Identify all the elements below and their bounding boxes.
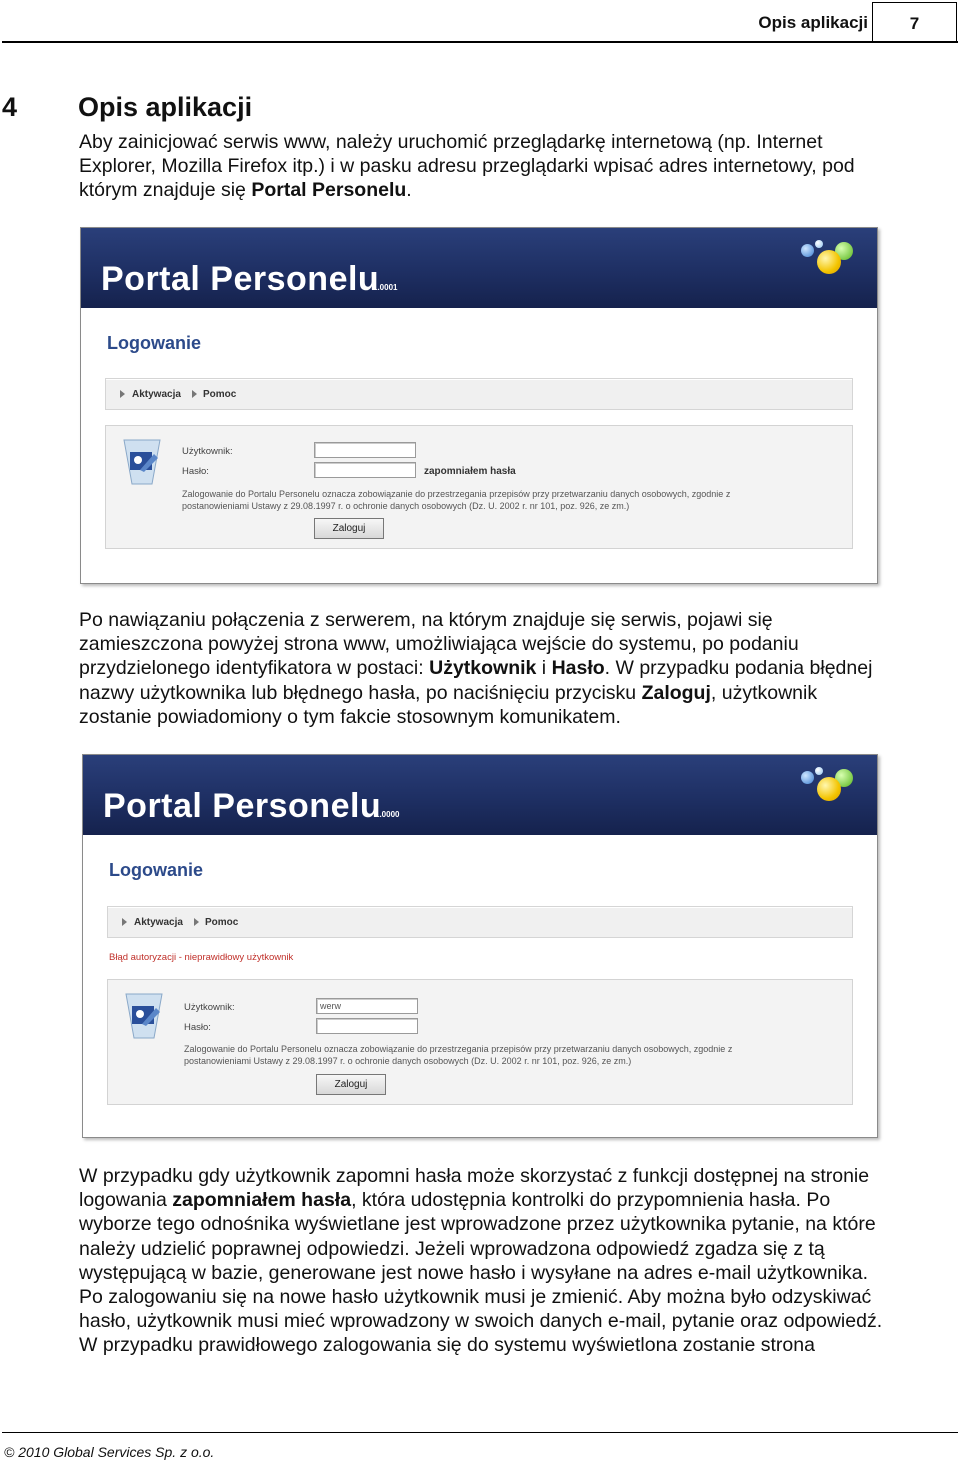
footer-rule	[2, 1432, 958, 1433]
chapter-title: Opis aplikacji	[78, 92, 253, 122]
chevron-right-icon	[192, 390, 197, 398]
portal-title: Portal Personelu	[101, 260, 380, 298]
page-header	[0, 0, 960, 44]
login-heading: Logowanie	[107, 333, 201, 353]
crumb-help-link[interactable]: Pomoc	[205, 917, 239, 928]
crumb-help-link[interactable]: Pomoc	[203, 389, 237, 400]
login-screenshot-2	[82, 754, 878, 1138]
login-screenshot-1	[80, 227, 878, 584]
chapter-number: 4	[2, 92, 18, 122]
portal-banner	[83, 755, 877, 835]
login-button[interactable]: Zaloguj	[314, 518, 384, 539]
chevron-right-icon	[194, 918, 199, 926]
page-number: 7	[872, 2, 957, 42]
version-label: 1.0000	[375, 810, 400, 819]
portal-banner	[81, 228, 877, 308]
login-heading: Logowanie	[109, 860, 203, 880]
header-rule	[2, 41, 958, 43]
intro-paragraph: Aby zainicjować serwis www, należy uruchomić przeglądarkę internetową (np. Internet Explorer, Mozilla Firefox itp.) i w pasku adresu przeglądarki wpisać adres internetowy, pod którym znajduje się Portal Personelu.	[79, 131, 855, 202]
version-label: 1.0001	[373, 283, 398, 292]
password-label: Hasło:	[184, 1022, 211, 1033]
user-card-icon	[120, 436, 164, 488]
login-button[interactable]: Zaloguj	[316, 1074, 386, 1095]
running-title: Opis aplikacji	[758, 13, 868, 32]
password-input[interactable]	[316, 1018, 418, 1034]
username-input[interactable]: werw	[316, 998, 418, 1014]
crumb-activation-link[interactable]: Aktywacja	[134, 917, 183, 928]
breadcrumb	[107, 906, 853, 938]
username-label: Użytkownik:	[184, 1002, 235, 1013]
crumb-activation-link[interactable]: Aktywacja	[132, 389, 181, 400]
breadcrumb	[105, 378, 853, 410]
logo-balls-icon	[799, 238, 859, 278]
user-card-icon	[122, 990, 166, 1042]
forgot-password-paragraph: W przypadku gdy użytkownik zapomni hasła może skorzystać z funkcji dostępnej na stronie logowania zapomniałem hasła, która udostępnia kontrolki do przypomnienia hasła. Po wyborze tego odnośnika wyświetlane jest wprowadzone przez użytkownika pytanie, na które należy udzielić poprawnej odpowiedzi. Jeżeli wprowadzona odpowiedź zgadza się z tą występującą w bazie, generowane jest nowe hasło i wysyłane na adres e-mail użytkownika. Po zalogowaniu się na nowe hasło użytkownik musi je zmienić. Aby można było odzyskiwać hasło, użytkownik musi mieć wprowadzony w swoich danych e-mail, pytanie oraz odpowiedź. W przypadku prawidłowego zalogowania się do systemu wyświetlona zostanie strona	[79, 1165, 883, 1357]
username-input[interactable]	[314, 442, 416, 458]
password-input[interactable]	[314, 462, 416, 478]
username-label: Użytkownik:	[182, 446, 233, 457]
chevron-right-icon	[122, 918, 127, 926]
error-message: Błąd autoryzacji - nieprawidłowy użytkownik	[109, 952, 294, 963]
login-panel	[105, 425, 853, 549]
forgot-password-link[interactable]: zapomniałem hasła	[424, 466, 516, 477]
password-label: Hasło:	[182, 466, 209, 477]
connection-paragraph: Po nawiązaniu połączenia z serwerem, na którym znajduje się serwis, pojawi się zamieszczona powyżej strona www, umożliwiająca wejście do systemu, po podaniu przydzielonego identyfikatora w postaci: Użytkownik i Hasło. W przypadku podania błędnej nazwy użytkownika lub błędnego hasła, po naciśnięciu przycisku Zaloguj, użytkownik zostanie powiadomiony o tym fakcie stosownym komunikatem.	[79, 609, 873, 728]
login-panel	[107, 979, 853, 1105]
chevron-right-icon	[120, 390, 125, 398]
legal-notice: Zalogowanie do Portalu Personelu oznacza zobowiązanie do przestrzegania przepisów przy przetwarzaniu danych osobowych, zgodnie z postanowieniami Ustawy z 29.08.1997 r. o ochronie danych osobowych (Dz. U. 2002 r. nr 101, poz. 926, ze zm.)	[184, 1044, 733, 1066]
portal-title: Portal Personelu	[103, 787, 382, 825]
legal-notice: Zalogowanie do Portalu Personelu oznacza zobowiązanie do przestrzegania przepisów przy przetwarzaniu danych osobowych, zgodnie z postanowieniami Ustawy z 29.08.1997 r. o ochronie danych osobowych (Dz. U. 2002 r. nr 101, poz. 926, ze zm.)	[182, 489, 731, 511]
logo-balls-icon	[799, 765, 859, 805]
copyright: © 2010 Global Services Sp. z o.o.	[4, 1444, 215, 1460]
